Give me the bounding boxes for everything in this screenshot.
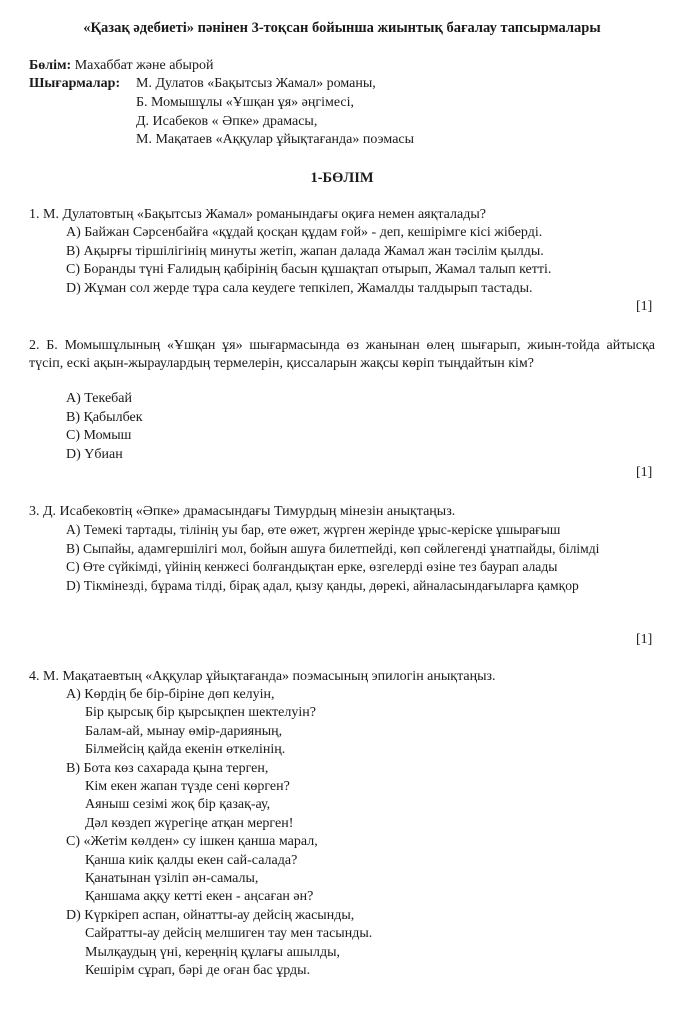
work-item: Б. Момышұлы «Ұшқан ұя» әңгімесі, [136,95,355,110]
question-1-options [66,224,656,298]
question-2-option-c: C) Момыш [66,428,132,443]
poem-line: Балам-ай, мынау өмір-дарияның, [85,723,283,739]
poem-line: Білмейсің қайда екенін өткелінің. [85,742,286,758]
question-1-mark: [1] [636,299,653,314]
question-2-option-a: A) Текебай [66,391,133,406]
poem-line: Күркіреп аспан, ойнатты-ау дейсің жасынды, [84,907,355,923]
poem-line: «Жетім көлден» су ішкен қанша марал, [83,834,318,850]
poem-line: Қанша киік қалды екен сай-салада? [85,852,298,868]
question-4-text: 4. М. Мақатаевтың «Аққулар ұйықтағанда» поэмасының эпилогін анықтаңыз. [29,669,496,684]
question-3-option-a: A) Темекі тартады, тілінің уы бар, өте өжет, жүрген жерінде ұрыс-керіске ұшырағыш [66,522,561,537]
poem-line: Көрдің бе бір-біріне дөп келуін, [84,687,275,702]
poem-line: Мылқаудың үні, кереңнің құлағы ашылды, [85,944,340,960]
poem-line: Бота көз сахарада қына терген, [83,760,269,776]
question-2-text: 2. Б. Момышұлының «Ұшқан ұя» шығармасында өз жанынан өлең шығарып, жиын-тойда айтысқа түсіп, ескі ақын-жыраулардың термелерін, қиссаларын жақсы көріп тыңдайтын кім? [29,338,655,371]
question-4-options [66,686,626,981]
question-2-options [66,390,656,464]
section-value: Махаббат және абырой [74,58,214,73]
question-3-option-d: D) Тікмінезді, бұрама тілді, бірақ адал, қызу қанды, дөрекі, айналасындағыларға қамқор [66,577,579,593]
question-2-option-b: B) Қабылбек [66,409,143,425]
question-1-option-c: C) Боранды түні Ғалидың қабірінің басын құшақтап отырып, Жамал талып кетті. [66,262,552,277]
question-3-option-b: B) Сыпайы, адамгершілігі мол, бойын ашуға билетпейді, көп сөйлегенді ұнатпайды, білімді [66,540,600,556]
poem-line: Кім екен жапан түзде сені көрген? [85,779,290,795]
question-1-option-d: D) Жұман сол жерде тұра сала кеудеге тепкілеп, Жамалды талдырып тастады. [66,280,533,296]
question-3-mark: [1] [636,632,653,647]
work-item: М. Мақатаев «Аққулар ұйықтағанда» поэмасы [136,132,415,147]
question-3-options [66,521,658,595]
question-1-option-b: B) Ақырғы тіршілігінің минуты жетіп, жапан далада Жамал жан тәсілім қылды. [66,243,544,259]
question-3-text: 3. Д. Исабековтің «Әпке» драмасындағы Тимурдың мінезін анықтаңыз. [29,504,456,519]
option-letter: D) [66,907,81,923]
works-label: Шығармалар: [29,76,121,91]
option-letter: A) [66,687,81,702]
work-item: М. Дулатов «Бақытсыз Жамал» романы, [136,76,376,91]
work-item: Д. Исабеков « Әпке» драмасы, [136,114,318,129]
section-label: Бөлім: [29,58,72,73]
question-1-option-a: A) Байжан Сәрсенбайға «құдай қосқан құдам ғой» - деп, кешірімге кісі жіберді. [66,225,543,240]
document-title: «Қазақ әдебиеті» пәнінен 3-тоқсан бойынша жиынтық бағалау тапсырмалары [83,20,601,36]
question-1-text: 1. М. Дулатовтың «Бақытсыз Жамал» романындағы оқиға немен аяқталады? [29,207,486,222]
option-letter: C) [66,834,80,850]
section-line [29,58,213,74]
poem-line: Қанатынан үзіліп ән-самалы, [85,871,259,887]
question-3-option-c: C) Өте сүйкімді, үйінің кенжесі болғандықтан ерке, өзгелерді өзіне тез баурап алады [66,559,558,574]
question-2-mark: [1] [636,465,653,480]
option-letter: B) [66,760,80,776]
question-2-option-d: D) Үбиан [66,446,123,462]
question-4-option-c [66,833,626,907]
poem-line: Қаншама аққу кетті екен - аңсаған ән? [85,889,314,905]
poem-line: Аяныш сезімі жоқ бір қазақ-ау, [85,797,271,813]
part-title: 1-БӨЛІМ [310,170,374,186]
poem-line: Кешірім сұрап, бәрі де оған бас ұрды. [85,963,311,979]
question-4-option-b [66,760,626,834]
poem-line: Дәл көздеп жүрегіңе атқан мерген! [85,815,294,831]
question-4-option-d [66,907,626,981]
poem-line: Бір қырсық бір қырсықпен шектелуін? [85,705,316,721]
poem-line: Сайратты-ау дейсің мелшиген тау мен тасынды. [85,926,373,942]
question-4-option-a [66,686,626,760]
